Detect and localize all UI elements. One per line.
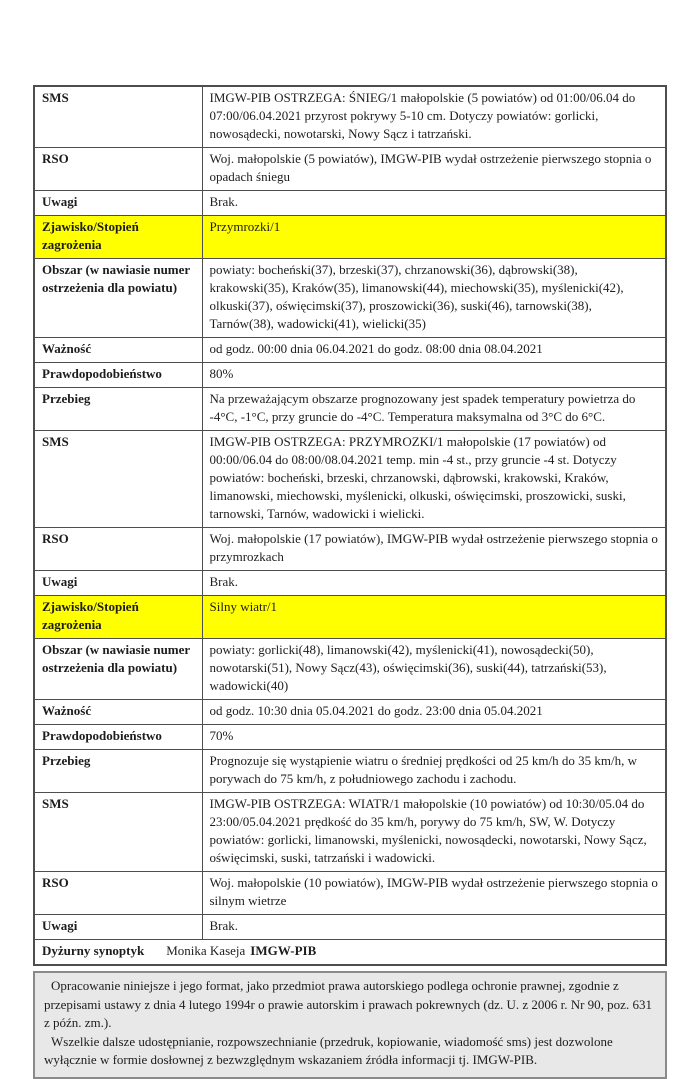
- row-area-frost: [34, 259, 666, 338]
- row-label: Prawdopodobieństwo: [34, 363, 202, 388]
- row-rso-snow: [34, 148, 666, 191]
- row-value: Brak.: [202, 571, 666, 596]
- row-label: RSO: [34, 148, 202, 191]
- row-phenomenon-frost: [34, 216, 666, 259]
- row-label: RSO: [34, 528, 202, 571]
- row-area-wind: [34, 639, 666, 700]
- row-label: Uwagi: [34, 571, 202, 596]
- duty-synoptic-label: Dyżurny synoptyk: [42, 943, 145, 958]
- row-rso-wind: [34, 872, 666, 915]
- row-value: 70%: [202, 725, 666, 750]
- copyright-paragraph-1: Opracowanie niniejsze i jego format, jako przedmiot prawa autorskiego podlega ochronie prawnej, zgodnie z przepisami ustawy z dnia 4 lutego 1994r o prawie autorskim i prawach pokrewnych (dz. U. z 2006 r. Nr 90, poz. 631 z późn. zm.).: [44, 978, 652, 1030]
- document-page: [33, 85, 667, 1079]
- row-label: Uwagi: [34, 915, 202, 940]
- duty-synoptic-cell: [34, 940, 666, 966]
- row-label: SMS: [34, 793, 202, 872]
- row-label: Przebieg: [34, 750, 202, 793]
- row-probability-frost: [34, 363, 666, 388]
- row-sms-snow: [34, 86, 666, 148]
- row-value: IMGW-PIB OSTRZEGA: ŚNIEG/1 małopolskie (5 powiatów) od 01:00/06.04 do 07:00/06.04.2021 przyrost pokrywy 5-10 cm. Dotyczy powiatów: gorlicki, nowosądecki, nowotarski, Nowy Sącz i tatrzański.: [202, 86, 666, 148]
- row-remarks-wind: [34, 915, 666, 940]
- row-remarks-frost: [34, 571, 666, 596]
- row-course-wind: [34, 750, 666, 793]
- row-value: 80%: [202, 363, 666, 388]
- row-value: powiaty: gorlicki(48), limanowski(42), myślenicki(41), nowosądecki(50), nowotarski(51), Nowy Sącz(43), oświęcimski(36), suski(44), tatrzański(53), wadowicki(40): [202, 639, 666, 700]
- row-value: Prognozuje się wystąpienie wiatru o średniej prędkości od 25 km/h do 35 km/h, w porywach do 75 km/h, z południowego zachodu i zachodu.: [202, 750, 666, 793]
- row-label: Ważność: [34, 700, 202, 725]
- row-rso-frost: [34, 528, 666, 571]
- row-label: Ważność: [34, 338, 202, 363]
- row-value: Woj. małopolskie (5 powiatów), IMGW-PIB wydał ostrzeżenie pierwszego stopnia o opadach śniegu: [202, 148, 666, 191]
- row-remarks-snow: [34, 191, 666, 216]
- warning-table: [33, 85, 667, 966]
- row-label: Uwagi: [34, 191, 202, 216]
- row-value: Brak.: [202, 191, 666, 216]
- row-value: od godz. 00:00 dnia 06.04.2021 do godz. 08:00 dnia 08.04.2021: [202, 338, 666, 363]
- row-value: Na przeważającym obszarze prognozowany jest spadek temperatury powietrza do -4°C, -1°C, przy gruncie do -4°C. Temperatura maksymalna od 3°C do 6°C.: [202, 388, 666, 431]
- row-value: Woj. małopolskie (17 powiatów), IMGW-PIB wydał ostrzeżenie pierwszego stopnia o przymrozkach: [202, 528, 666, 571]
- row-label: RSO: [34, 872, 202, 915]
- row-duty-synoptic: [34, 940, 666, 966]
- row-value: Przymrozki/1: [202, 216, 666, 259]
- row-value: IMGW-PIB OSTRZEGA: WIATR/1 małopolskie (10 powiatów) od 10:30/05.04 do 23:00/05.04.2021 prędkość do 35 km/h, porywy do 75 km/h, SW, W. Dotyczy powiatów: gorlicki, limanowski, myślenicki, nowosądecki, nowotarski, Nowy Sącz, oświęcimski, suski, tatrzański i wadowicki.: [202, 793, 666, 872]
- copyright-paragraph-2: Wszelkie dalsze udostępnianie, rozpowszechnianie (przedruk, kopiowanie, wiadomość sms) jest dozwolone wyłącznie w formie dosłownej z bezwzględnym wskazaniem źródła informacji tj. IMGW-PIB.: [44, 1033, 613, 1067]
- row-sms-frost: [34, 431, 666, 528]
- duty-synoptic-name: Monika Kaseja: [166, 943, 246, 958]
- row-sms-wind: [34, 793, 666, 872]
- row-label: Obszar (w nawiasie numer ostrzeżenia dla powiatu): [34, 259, 202, 338]
- duty-synoptic-org: IMGW-PIB: [250, 943, 317, 958]
- row-value: Brak.: [202, 915, 666, 940]
- row-validity-wind: [34, 700, 666, 725]
- row-label: SMS: [34, 431, 202, 528]
- row-label: Obszar (w nawiasie numer ostrzeżenia dla powiatu): [34, 639, 202, 700]
- row-probability-wind: [34, 725, 666, 750]
- row-label: Przebieg: [34, 388, 202, 431]
- copyright-notice: [33, 971, 667, 1079]
- row-label: Zjawisko/Stopień zagrożenia: [34, 596, 202, 639]
- row-phenomenon-wind: [34, 596, 666, 639]
- row-value: Silny wiatr/1: [202, 596, 666, 639]
- row-label: Prawdopodobieństwo: [34, 725, 202, 750]
- row-value: Woj. małopolskie (10 powiatów), IMGW-PIB wydał ostrzeżenie pierwszego stopnia o silnym wietrze: [202, 872, 666, 915]
- row-label: Zjawisko/Stopień zagrożenia: [34, 216, 202, 259]
- row-value: IMGW-PIB OSTRZEGA: PRZYMROZKI/1 małopolskie (17 powiatów) od 00:00/06.04 do 08:00/08.04.2021 temp. min -4 st., przy gruncie -4 st. Dotyczy powiatów: bocheński, brzeski, chrzanowski, dąbrowski, krakowski, Kraków, limanowski, miechowski, myślenicki, olkuski, oświęcimski, proszowicki, suski, tarnowski, Tarnów, wadowicki i wielicki.: [202, 431, 666, 528]
- row-label: SMS: [34, 86, 202, 148]
- row-course-frost: [34, 388, 666, 431]
- row-value: od godz. 10:30 dnia 05.04.2021 do godz. 23:00 dnia 05.04.2021: [202, 700, 666, 725]
- row-value: powiaty: bocheński(37), brzeski(37), chrzanowski(36), dąbrowski(38), krakowski(35), Kraków(35), limanowski(44), miechowski(35), myślenicki(42), olkuski(37), oświęcimski(37), proszowicki(36), suski(46), tarnowski(38), Tarnów(38), wadowicki(41), wielicki(35): [202, 259, 666, 338]
- row-validity-frost: [34, 338, 666, 363]
